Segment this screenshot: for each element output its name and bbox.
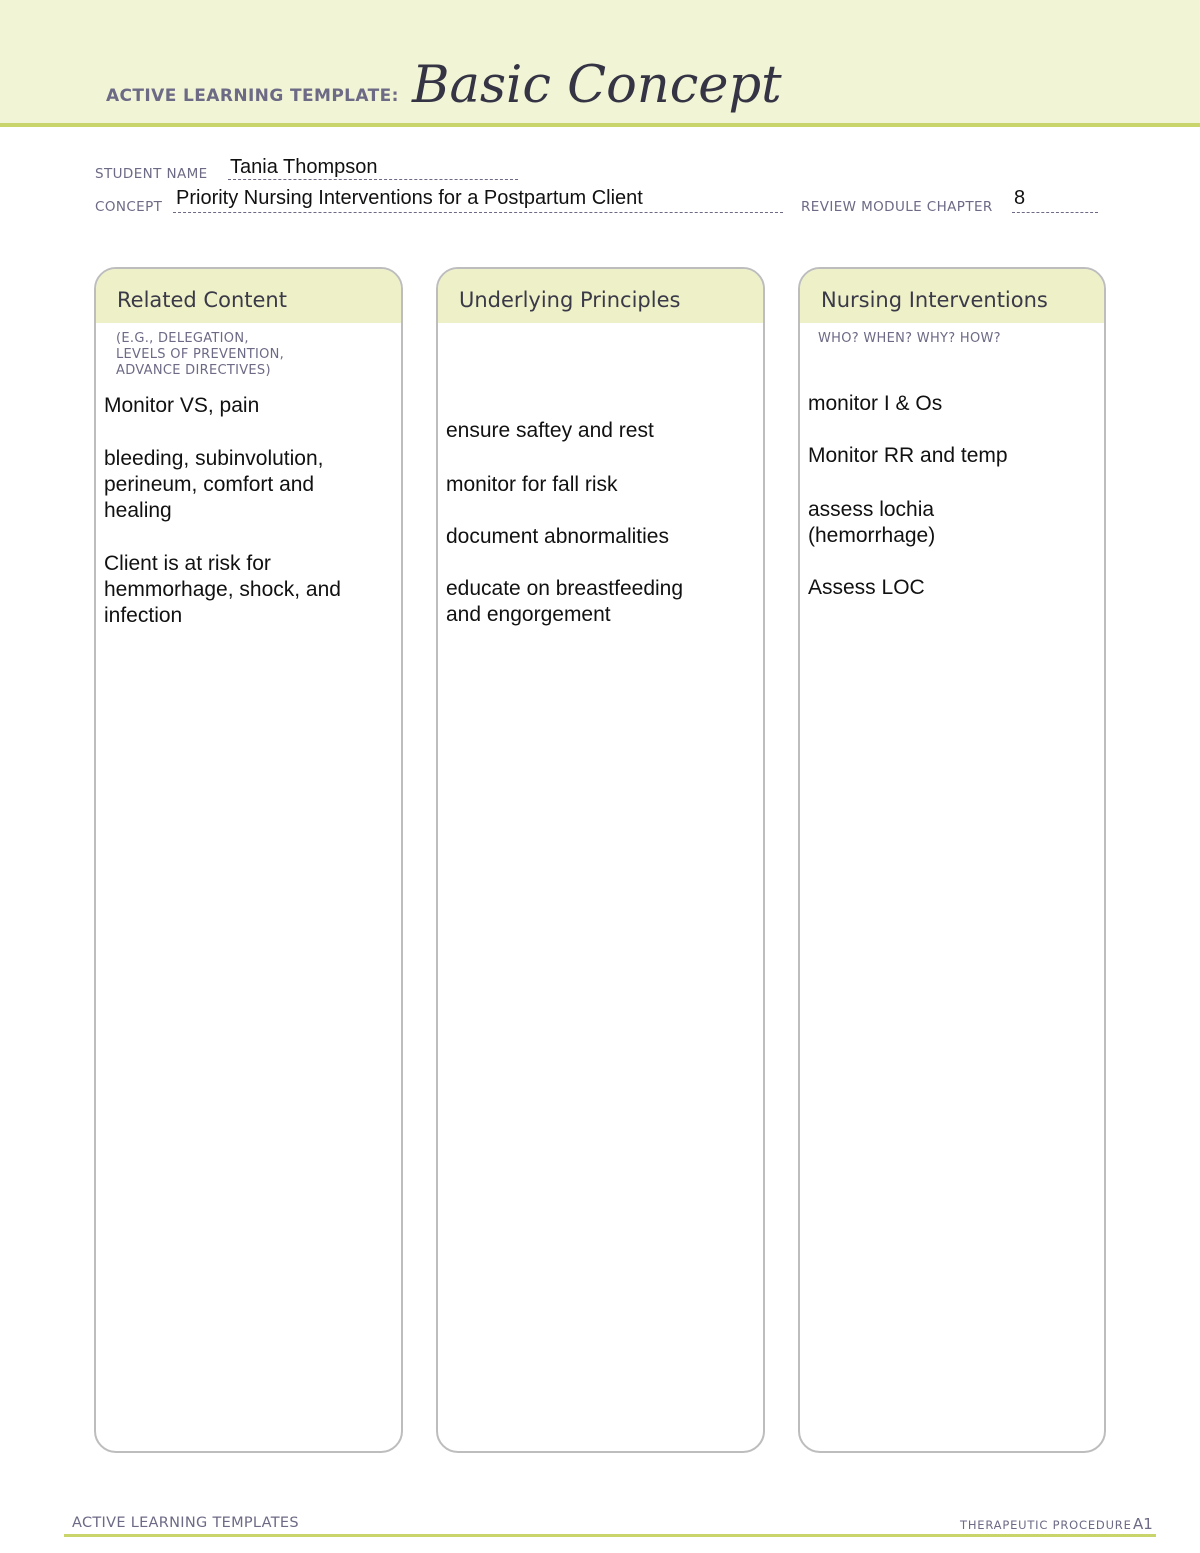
concept-label: CONCEPT bbox=[95, 199, 163, 215]
nursing-interventions-panel bbox=[798, 267, 1106, 1453]
header-divider bbox=[0, 123, 1200, 127]
nursing-interventions-entry[interactable]: Monitor RR and temp bbox=[808, 444, 1008, 467]
chapter-label: REVIEW MODULE CHAPTER bbox=[801, 199, 993, 215]
related-content-hint: (E.G., DELEGATION, LEVELS OF PREVENTION, ADVANCE DIRECTIVES) bbox=[116, 331, 285, 378]
template-title: Basic Concept bbox=[412, 56, 782, 115]
footer-template-name: ACTIVE LEARNING TEMPLATES bbox=[72, 1515, 299, 1531]
nursing-interventions-heading: Nursing Interventions bbox=[800, 269, 1104, 323]
nursing-interventions-hint: WHO? WHEN? WHY? HOW? bbox=[818, 331, 1001, 346]
nursing-interventions-entry[interactable]: assess lochia (hemorrhage) bbox=[808, 498, 936, 547]
chapter-line bbox=[1012, 211, 1098, 213]
related-content-entry[interactable]: Client is at risk for hemmorhage, shock, and infection bbox=[104, 552, 341, 627]
underlying-principles-entry[interactable]: educate on breastfeeding and engorgement bbox=[446, 577, 684, 626]
related-content-heading: Related Content bbox=[96, 269, 401, 323]
concept-line bbox=[173, 211, 783, 213]
student-name-label: STUDENT NAME bbox=[95, 166, 208, 182]
underlying-principles-entry[interactable]: monitor for fall risk bbox=[446, 473, 618, 496]
nursing-interventions-entry[interactable]: Assess LOC bbox=[808, 576, 925, 599]
footer-page-number: A1 bbox=[1133, 1515, 1153, 1533]
chapter-field[interactable]: 8 bbox=[1014, 187, 1026, 209]
related-content-entry[interactable]: Monitor VS, pain bbox=[104, 394, 260, 417]
footer-divider bbox=[64, 1534, 1156, 1537]
footer-section: THERAPEUTIC PROCEDURE bbox=[960, 1518, 1132, 1532]
concept-field[interactable]: Priority Nursing Interventions for a Postpartum Client bbox=[176, 187, 643, 209]
underlying-principles-panel bbox=[436, 267, 765, 1453]
related-content-panel bbox=[94, 267, 403, 1453]
underlying-principles-heading: Underlying Principles bbox=[438, 269, 763, 323]
student-name-field[interactable]: Tania Thompson bbox=[230, 156, 378, 178]
template-label: ACTIVE LEARNING TEMPLATE: bbox=[106, 86, 399, 106]
underlying-principles-entry[interactable]: document abnormalities bbox=[446, 525, 669, 548]
nursing-interventions-entry[interactable]: monitor I & Os bbox=[808, 392, 943, 415]
related-content-entry[interactable]: bleeding, subinvolution, perineum, comfort and healing bbox=[104, 447, 324, 522]
underlying-principles-entry[interactable]: ensure saftey and rest bbox=[446, 419, 654, 442]
